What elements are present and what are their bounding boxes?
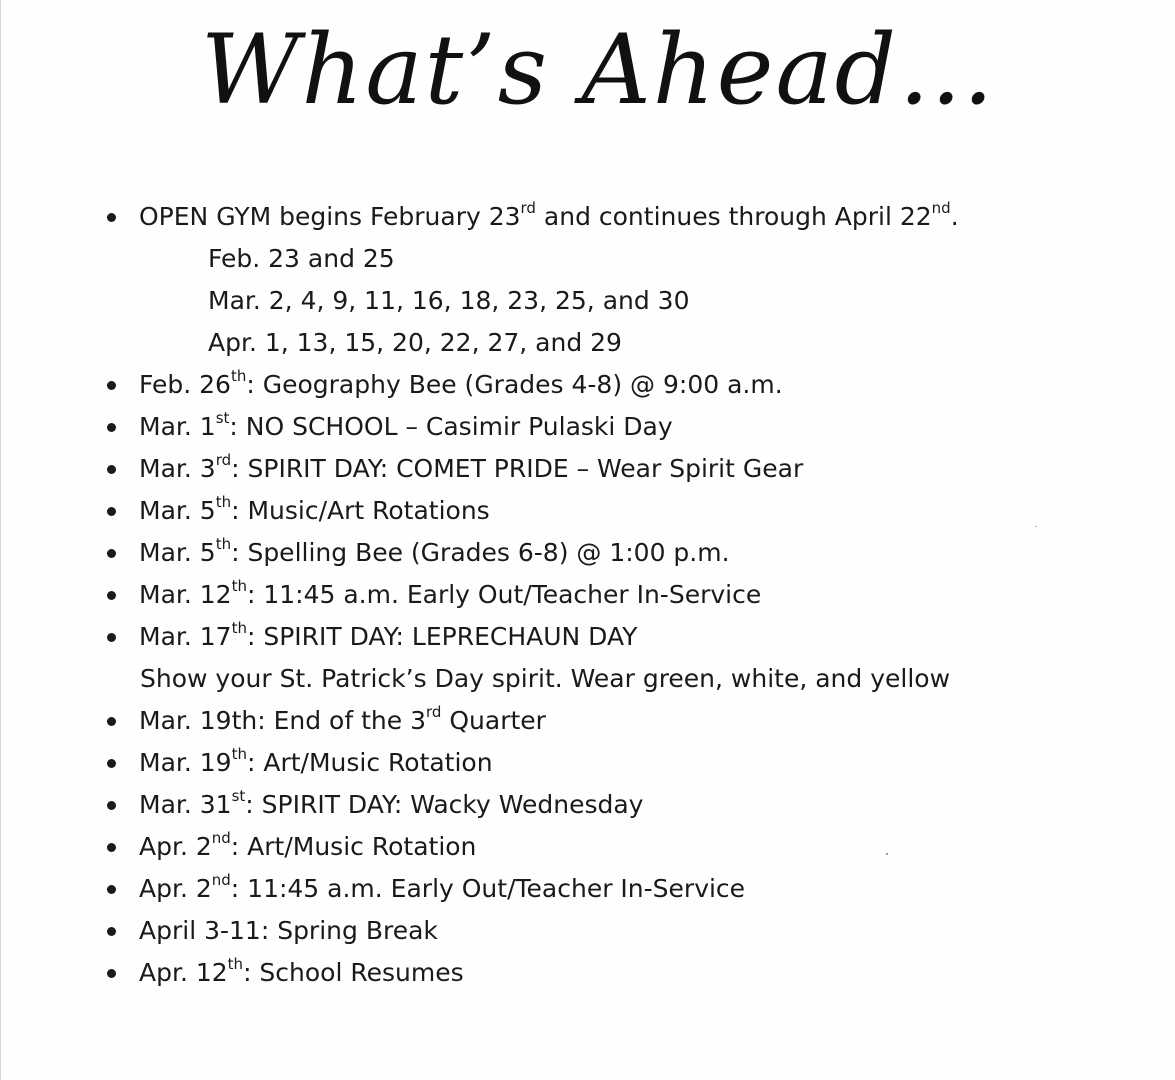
event-item xyxy=(1,490,1175,532)
text-run: : Geography Bee (Grades 4-8) @ 9:00 a.m. xyxy=(246,370,783,399)
bullet-icon xyxy=(107,633,116,642)
ordinal-suffix: th xyxy=(230,366,247,385)
page-title: What’s Ahead… xyxy=(200,14,997,126)
event-text xyxy=(139,826,476,868)
event-item xyxy=(1,784,1175,826)
event-text xyxy=(139,490,490,532)
text-run: : Art/Music Rotation xyxy=(246,748,493,777)
bullet-icon xyxy=(107,381,116,390)
text-run: Mar. 19th: End of the 3 xyxy=(139,706,426,735)
text-run: : Music/Art Rotations xyxy=(231,496,490,525)
ordinal-suffix: rd xyxy=(520,198,536,217)
text-run: : 11:45 a.m. Early Out/Teacher In-Service xyxy=(230,874,746,903)
event-text xyxy=(139,910,438,952)
ordinal-suffix: th xyxy=(231,576,247,595)
open-gym-dates-line xyxy=(1,280,1175,322)
event-item xyxy=(1,910,1175,952)
bullet-icon xyxy=(107,465,116,474)
text-run: Quarter xyxy=(441,706,546,735)
text-run: Mar. 12 xyxy=(139,580,232,609)
text-run: : 11:45 a.m. Early Out/Teacher In-Service xyxy=(246,580,762,609)
text-run: Apr. 1, 13, 15, 20, 22, 27, and 29 xyxy=(208,328,622,357)
text-run: Feb. 26 xyxy=(139,370,231,399)
event-item xyxy=(1,406,1175,448)
bullet-icon xyxy=(107,591,116,600)
text-run: . xyxy=(950,202,959,231)
event-item xyxy=(1,868,1175,910)
event-text xyxy=(139,868,745,910)
bullet-icon xyxy=(107,213,116,222)
event-text xyxy=(140,658,950,700)
text-run: and continues through April 22 xyxy=(535,202,932,231)
event-text xyxy=(139,574,761,616)
event-item xyxy=(1,616,1175,658)
text-run: Show your St. Patrick’s Day spirit. Wear green, white, and yellow xyxy=(140,664,951,693)
event-text xyxy=(139,700,546,742)
event-text xyxy=(139,952,464,994)
text-run: : SPIRIT DAY: LEPRECHAUN DAY xyxy=(246,622,638,651)
text-run: Apr. 2 xyxy=(139,832,212,861)
ordinal-suffix: st xyxy=(215,408,230,427)
event-item xyxy=(1,826,1175,868)
bullet-icon xyxy=(107,717,116,726)
event-text xyxy=(139,784,643,826)
text-run: : Spelling Bee (Grades 6-8) @ 1:00 p.m. xyxy=(231,538,730,567)
event-text xyxy=(139,364,783,406)
bullet-icon xyxy=(107,759,116,768)
event-note-line xyxy=(1,658,1175,700)
ordinal-suffix: st xyxy=(231,786,246,805)
event-item xyxy=(1,700,1175,742)
ordinal-suffix: th xyxy=(215,492,232,511)
bullet-icon xyxy=(107,969,116,978)
ordinal-suffix: nd xyxy=(211,828,231,847)
text-run: : SPIRIT DAY: Wacky Wednesday xyxy=(245,790,644,819)
event-item xyxy=(1,448,1175,490)
ordinal-suffix: rd xyxy=(215,450,232,469)
bullet-icon xyxy=(107,423,116,432)
event-item xyxy=(1,196,1175,238)
text-run: April 3-11: Spring Break xyxy=(139,916,438,945)
event-item xyxy=(1,742,1175,784)
bullet-icon xyxy=(107,843,116,852)
bullet-icon xyxy=(107,507,116,516)
text-run: : SPIRIT DAY: COMET PRIDE – Wear Spirit Gear xyxy=(231,454,804,483)
text-run: Mar. 31 xyxy=(139,790,232,819)
text-run: : Art/Music Rotation xyxy=(230,832,477,861)
bullet-icon xyxy=(107,885,116,894)
text-run: Feb. 23 and 25 xyxy=(208,244,395,273)
scan-speck xyxy=(886,853,888,855)
open-gym-dates-line xyxy=(1,238,1175,280)
event-text xyxy=(139,196,959,238)
ordinal-suffix: rd xyxy=(425,702,442,721)
event-item xyxy=(1,364,1175,406)
text-run: : School Resumes xyxy=(243,958,464,987)
event-item xyxy=(1,532,1175,574)
event-text xyxy=(208,238,395,280)
text-run: Mar. 17 xyxy=(139,622,232,651)
event-item xyxy=(1,952,1175,994)
text-run: Apr. 2 xyxy=(139,874,212,903)
bullet-icon xyxy=(107,549,116,558)
event-text xyxy=(208,322,622,364)
event-text xyxy=(208,280,689,322)
scan-speck xyxy=(1035,526,1037,527)
bullet-icon xyxy=(107,927,116,936)
text-run: Apr. 12 xyxy=(139,958,228,987)
text-run: : NO SCHOOL – Casimir Pulaski Day xyxy=(229,412,673,441)
text-run: Mar. 5 xyxy=(139,538,216,567)
ordinal-suffix: th xyxy=(231,618,247,637)
ordinal-suffix: th xyxy=(231,744,247,763)
event-text xyxy=(139,532,730,574)
text-run: OPEN GYM begins February 23 xyxy=(139,202,521,231)
text-run: Mar. 2, 4, 9, 11, 16, 18, 23, 25, and 30 xyxy=(208,286,690,315)
ordinal-suffix: th xyxy=(227,954,244,973)
event-text xyxy=(139,406,673,448)
events-list xyxy=(1,196,1175,994)
text-run: Mar. 5 xyxy=(139,496,216,525)
ordinal-suffix: nd xyxy=(211,870,231,889)
text-run: Mar. 3 xyxy=(139,454,216,483)
open-gym-dates-line xyxy=(1,322,1175,364)
bullet-icon xyxy=(107,801,116,810)
event-text xyxy=(139,742,493,784)
text-run: Mar. 1 xyxy=(139,412,216,441)
event-item xyxy=(1,574,1175,616)
ordinal-suffix: th xyxy=(215,534,232,553)
text-run: Mar. 19 xyxy=(139,748,232,777)
event-text xyxy=(139,448,803,490)
event-text xyxy=(139,616,637,658)
ordinal-suffix: nd xyxy=(931,198,951,217)
